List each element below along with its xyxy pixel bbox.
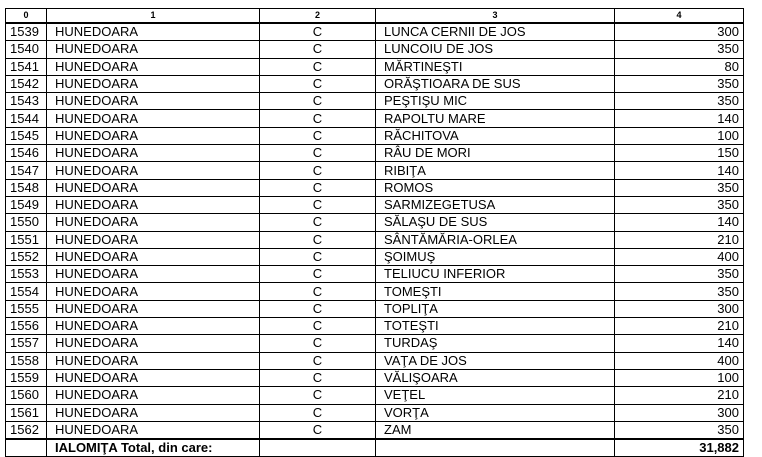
- type-cell: C: [260, 127, 376, 144]
- locality-cell: RĂCHITOVA: [376, 127, 615, 144]
- locality-cell: ROMOS: [376, 179, 615, 196]
- row-number-cell: 1554: [6, 283, 47, 300]
- table-row: [6, 110, 744, 127]
- value-cell: 350: [615, 41, 744, 58]
- locality-cell: TURDAŞ: [376, 335, 615, 352]
- column-header-3: 3: [376, 9, 615, 24]
- data-table: [5, 8, 744, 457]
- county-cell: HUNEDOARA: [47, 248, 260, 265]
- locality-cell: VEŢEL: [376, 387, 615, 404]
- row-number-cell: 1553: [6, 266, 47, 283]
- value-cell: 100: [615, 127, 744, 144]
- value-cell: 300: [615, 404, 744, 421]
- value-cell: 300: [615, 300, 744, 317]
- column-header-1: 1: [47, 9, 260, 24]
- locality-cell: LUNCA CERNII DE JOS: [376, 23, 615, 41]
- total-row-label: IALOMIŢA Total, din care:: [47, 439, 260, 457]
- total-row-locality: [376, 439, 615, 457]
- value-cell: 350: [615, 421, 744, 439]
- table-row: [6, 127, 744, 144]
- row-number-cell: 1540: [6, 41, 47, 58]
- locality-cell: ORĂŞTIOARA DE SUS: [376, 75, 615, 92]
- value-cell: 210: [615, 318, 744, 335]
- type-cell: C: [260, 387, 376, 404]
- column-header-2: 2: [260, 9, 376, 24]
- type-cell: C: [260, 248, 376, 265]
- row-number-cell: 1541: [6, 58, 47, 75]
- document-page: [5, 8, 744, 457]
- row-number-cell: 1551: [6, 231, 47, 248]
- locality-cell: VĂLIŞOARA: [376, 369, 615, 386]
- row-number-cell: 1547: [6, 162, 47, 179]
- row-number-cell: 1562: [6, 421, 47, 439]
- value-cell: 150: [615, 145, 744, 162]
- column-header-4: 4: [615, 9, 744, 24]
- value-cell: 140: [615, 162, 744, 179]
- type-cell: C: [260, 404, 376, 421]
- locality-cell: TOTEŞTI: [376, 318, 615, 335]
- value-cell: 210: [615, 231, 744, 248]
- county-cell: HUNEDOARA: [47, 266, 260, 283]
- type-cell: C: [260, 214, 376, 231]
- value-cell: 350: [615, 266, 744, 283]
- row-number-cell: 1550: [6, 214, 47, 231]
- row-number-cell: 1560: [6, 387, 47, 404]
- row-number-cell: 1557: [6, 335, 47, 352]
- county-cell: HUNEDOARA: [47, 58, 260, 75]
- value-cell: 100: [615, 369, 744, 386]
- locality-cell: RAPOLTU MARE: [376, 110, 615, 127]
- locality-cell: TOMEŞTI: [376, 283, 615, 300]
- row-number-cell: 1552: [6, 248, 47, 265]
- row-number-cell: 1545: [6, 127, 47, 144]
- locality-cell: ŞOIMUŞ: [376, 248, 615, 265]
- value-cell: 140: [615, 335, 744, 352]
- table-row: [6, 248, 744, 265]
- locality-cell: ZAM: [376, 421, 615, 439]
- county-cell: HUNEDOARA: [47, 421, 260, 439]
- county-cell: HUNEDOARA: [47, 335, 260, 352]
- type-cell: C: [260, 300, 376, 317]
- locality-cell: SĂLAŞU DE SUS: [376, 214, 615, 231]
- county-cell: HUNEDOARA: [47, 214, 260, 231]
- value-cell: 210: [615, 387, 744, 404]
- table-row: [6, 404, 744, 421]
- table-row: [6, 162, 744, 179]
- value-cell: 350: [615, 93, 744, 110]
- row-number-cell: 1556: [6, 318, 47, 335]
- county-cell: HUNEDOARA: [47, 387, 260, 404]
- locality-cell: TELIUCU INFERIOR: [376, 266, 615, 283]
- county-cell: HUNEDOARA: [47, 318, 260, 335]
- table-row: [6, 335, 744, 352]
- value-cell: 80: [615, 58, 744, 75]
- table-row: [6, 145, 744, 162]
- total-row-number: [6, 439, 47, 457]
- header-row: [6, 9, 744, 24]
- county-cell: HUNEDOARA: [47, 110, 260, 127]
- type-cell: C: [260, 145, 376, 162]
- table-row: [6, 196, 744, 213]
- type-cell: C: [260, 23, 376, 41]
- table-row: [6, 179, 744, 196]
- table-row: [6, 283, 744, 300]
- locality-cell: VAŢA DE JOS: [376, 352, 615, 369]
- table-row: [6, 266, 744, 283]
- type-cell: C: [260, 179, 376, 196]
- table-row: [6, 369, 744, 386]
- table-row: [6, 231, 744, 248]
- table-row: [6, 93, 744, 110]
- locality-cell: LUNCOIU DE JOS: [376, 41, 615, 58]
- row-number-cell: 1543: [6, 93, 47, 110]
- county-cell: HUNEDOARA: [47, 369, 260, 386]
- county-cell: HUNEDOARA: [47, 23, 260, 41]
- county-cell: HUNEDOARA: [47, 179, 260, 196]
- locality-cell: TOPLIŢA: [376, 300, 615, 317]
- value-cell: 350: [615, 75, 744, 92]
- type-cell: C: [260, 421, 376, 439]
- county-cell: HUNEDOARA: [47, 162, 260, 179]
- type-cell: C: [260, 369, 376, 386]
- table-row: [6, 41, 744, 58]
- type-cell: C: [260, 75, 376, 92]
- total-row-value: 31,882: [615, 439, 744, 457]
- table-row: [6, 387, 744, 404]
- value-cell: 400: [615, 248, 744, 265]
- locality-cell: SÂNTĂMĂRIA-ORLEA: [376, 231, 615, 248]
- table-row: [6, 75, 744, 92]
- row-number-cell: 1549: [6, 196, 47, 213]
- total-row: [6, 439, 744, 457]
- county-cell: HUNEDOARA: [47, 300, 260, 317]
- county-cell: HUNEDOARA: [47, 145, 260, 162]
- row-number-cell: 1539: [6, 23, 47, 41]
- row-number-cell: 1546: [6, 145, 47, 162]
- table-body: [6, 23, 744, 439]
- table-row: [6, 421, 744, 439]
- county-cell: HUNEDOARA: [47, 41, 260, 58]
- locality-cell: RIBIŢA: [376, 162, 615, 179]
- type-cell: C: [260, 283, 376, 300]
- locality-cell: SARMIZEGETUSA: [376, 196, 615, 213]
- county-cell: HUNEDOARA: [47, 283, 260, 300]
- value-cell: 140: [615, 214, 744, 231]
- county-cell: HUNEDOARA: [47, 231, 260, 248]
- column-header-0: 0: [6, 9, 47, 24]
- row-number-cell: 1544: [6, 110, 47, 127]
- row-number-cell: 1555: [6, 300, 47, 317]
- locality-cell: MĂRTINEŞTI: [376, 58, 615, 75]
- total-row-type: [260, 439, 376, 457]
- table-row: [6, 58, 744, 75]
- row-number-cell: 1558: [6, 352, 47, 369]
- type-cell: C: [260, 231, 376, 248]
- row-number-cell: 1542: [6, 75, 47, 92]
- type-cell: C: [260, 110, 376, 127]
- value-cell: 300: [615, 23, 744, 41]
- type-cell: C: [260, 196, 376, 213]
- table-row: [6, 23, 744, 41]
- table-row: [6, 300, 744, 317]
- type-cell: C: [260, 318, 376, 335]
- county-cell: HUNEDOARA: [47, 93, 260, 110]
- type-cell: C: [260, 335, 376, 352]
- locality-cell: PEŞTIŞU MIC: [376, 93, 615, 110]
- county-cell: HUNEDOARA: [47, 75, 260, 92]
- row-number-cell: 1559: [6, 369, 47, 386]
- type-cell: C: [260, 162, 376, 179]
- value-cell: 140: [615, 110, 744, 127]
- row-number-cell: 1548: [6, 179, 47, 196]
- county-cell: HUNEDOARA: [47, 404, 260, 421]
- type-cell: C: [260, 93, 376, 110]
- type-cell: C: [260, 58, 376, 75]
- type-cell: C: [260, 41, 376, 58]
- locality-cell: VORŢA: [376, 404, 615, 421]
- value-cell: 350: [615, 196, 744, 213]
- table-row: [6, 214, 744, 231]
- table-row: [6, 352, 744, 369]
- locality-cell: RÂU DE MORI: [376, 145, 615, 162]
- table-row: [6, 318, 744, 335]
- row-number-cell: 1561: [6, 404, 47, 421]
- county-cell: HUNEDOARA: [47, 196, 260, 213]
- value-cell: 350: [615, 283, 744, 300]
- value-cell: 400: [615, 352, 744, 369]
- county-cell: HUNEDOARA: [47, 127, 260, 144]
- type-cell: C: [260, 266, 376, 283]
- type-cell: C: [260, 352, 376, 369]
- county-cell: HUNEDOARA: [47, 352, 260, 369]
- value-cell: 350: [615, 179, 744, 196]
